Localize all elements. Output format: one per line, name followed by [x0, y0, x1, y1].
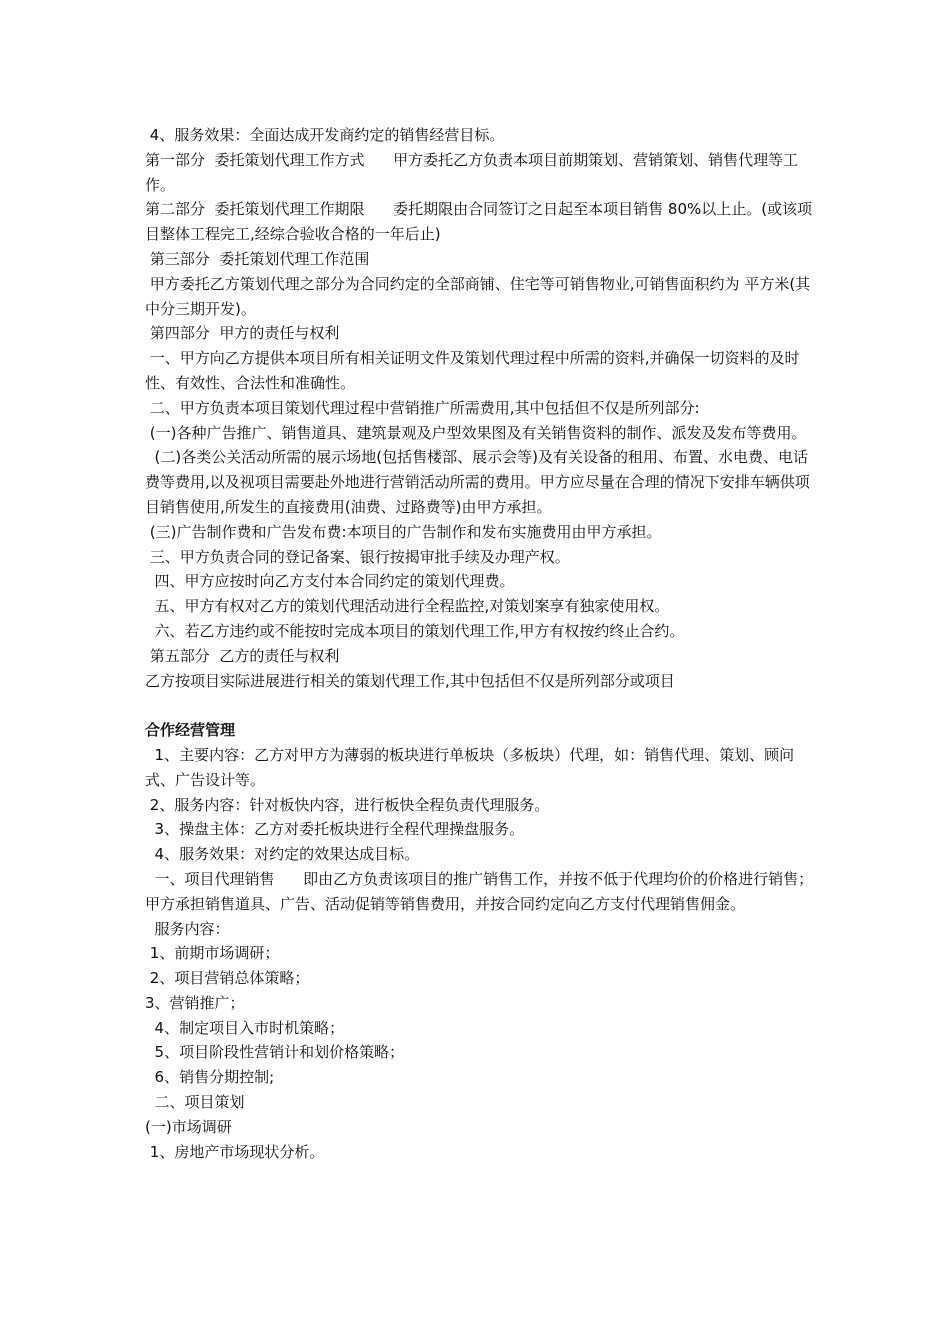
paragraph: 4、服务效果：对约定的效果达成目标。 [145, 845, 420, 864]
paragraph: (一)各种广告推广、销售道具、建筑景观及户型效果图及有关销售资料的制作、派发及发布等费用。 [145, 423, 807, 442]
paragraph: 服务内容： [145, 919, 230, 938]
paragraph: (二)各类公关活动所需的展示场地(包括售楼部、展示会等)及有关设备的租用、布置、水电费、电话费等费用,以及视项目需要赴外地进行营销活动所需的费用。甲方应尽量在合理的情况下安排车辆供项目销售使用,所发生的直接费用(油费、过路费等)由甲方承担。 [145, 448, 810, 516]
paragraph: 2、服务内容：针对板快内容，进行板快全程负责代理服务。 [145, 795, 550, 814]
paragraph: 第二部分 委托策划代理工作期限 委托期限由合同签订之日起至本项目销售 80%以上止。(或该项目整体工程完工,经综合验收合格的一年后止) [145, 200, 813, 244]
paragraph: 四、甲方应按时向乙方支付本合同约定的策划代理费。 [145, 572, 515, 591]
list-item: 3、营销推广； [145, 993, 245, 1012]
paragraph: 五、甲方有权对乙方的策划代理活动进行全程监控,对策划案享有独家使用权。 [145, 597, 670, 616]
paragraph: 三、甲方负责合同的登记备案、银行按揭审批手续及办理产权。 [145, 547, 570, 566]
list-item: 1、房地产市场现状分析。 [145, 1142, 325, 1161]
paragraph: (一)市场调研 [145, 1117, 232, 1136]
paragraph: 一、甲方向乙方提供本项目所有相关证明文件及策划代理过程中所需的资料,并确保一切资料的及时性、有效性、合法性和准确性。 [145, 349, 800, 392]
paragraph: 乙方按项目实际进展进行相关的策划代理工作,其中包括但不仅是所列部分或项目 [145, 671, 675, 690]
paragraph: 六、若乙方违约或不能按时完成本项目的策划代理工作,甲方有权按约终止合约。 [145, 621, 685, 640]
paragraph: 甲方委托乙方策划代理之部分为合同约定的全部商铺、住宅等可销售物业,可销售面积约为 平方米(其中分三期开发)。 [145, 274, 811, 318]
paragraph: (三)广告制作费和广告发布费:本项目的广告制作和发布实施费用由甲方承担。 [145, 522, 662, 541]
section-title: 二、项目策划 [145, 1093, 245, 1112]
paragraph: 4、服务效果：全面达成开发商约定的销售经营目标。 [145, 126, 505, 144]
paragraph: 二、甲方负责本项目策划代理过程中营销推广所需费用,其中包括但不仅是所列部分: [145, 398, 700, 417]
paragraph: 3、操盘主体：乙方对委托板块进行全程代理操盘服务。 [145, 820, 525, 839]
list-item: 1、前期市场调研； [145, 944, 280, 963]
document-body [145, 123, 820, 1164]
section-title: 第三部分 委托策划代理工作范围 [145, 249, 370, 268]
list-item: 5、项目阶段性营销计和划价格策略； [145, 1043, 405, 1062]
paragraph: 1、主要内容：乙方对甲方为薄弱的板块进行单板块（多板块）代理，如：销售代理、策划、顾问式、广告设计等。 [145, 745, 795, 789]
list-item: 2、项目营销总体策略； [145, 969, 310, 988]
section-title: 第五部分 乙方的责任与权利 [145, 646, 340, 665]
list-item: 4、制定项目入市时机策略； [145, 1018, 345, 1037]
paragraph: 一、项目代理销售 即由乙方负责该项目的推广销售工作，并按不低于代理均价的价格进行销售；甲方承担销售道具、广告、活动促销等销售费用，并按合同约定向乙方支付代理销售佣金。 [145, 869, 814, 913]
section-title: 第四部分 甲方的责任与权利 [145, 324, 340, 343]
list-item: 6、销售分期控制; [145, 1068, 275, 1087]
heading-cooperative-management: 合作经营管理 [145, 721, 236, 740]
paragraph: 第一部分 委托策划代理工作方式 甲方委托乙方负责本项目前期策划、营销策划、销售代理等工作。 [145, 150, 799, 194]
